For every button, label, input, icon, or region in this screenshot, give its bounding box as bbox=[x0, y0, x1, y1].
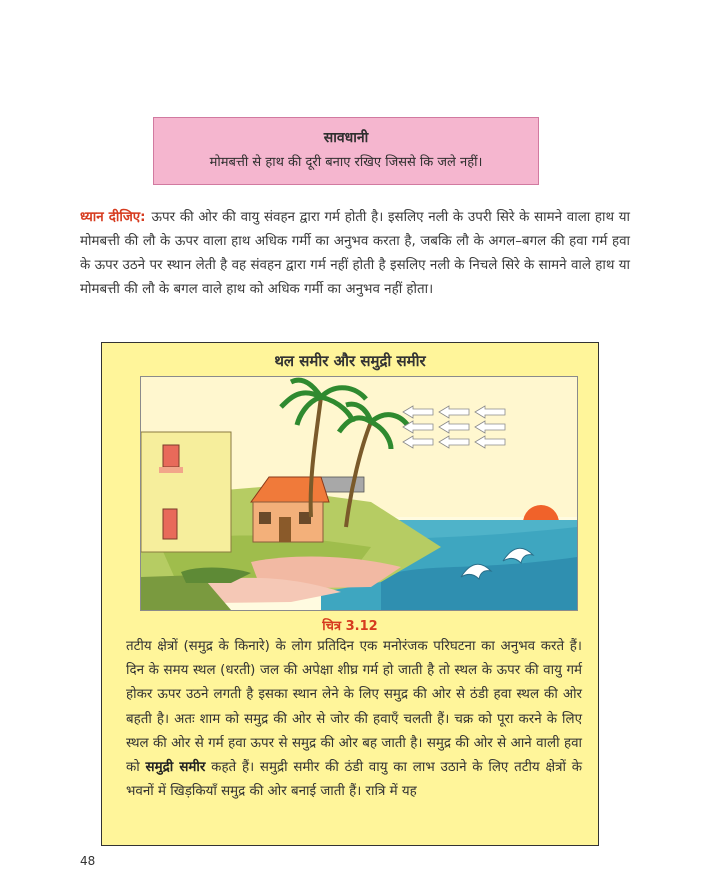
note-text: ऊपर की ओर की वायु संवहन द्वारा गर्म होती है। इसलिए नली के उपरी सिरे के सामने वाला हाथ या मोमबत्ती की लौ के ऊपर वाला हाथ अधिक गर्मी का अनुभव करता है, जबकि लौ के अगल–बगल की हवा गर्म हवा के ऊपर उठने पर स्थान लेती है वह संवहन द्वारा गर्म नहीं होती है इसलिए नली के निचले सिरे के सामने वाले हाथ या मोमबत्ती की लौ के बगल वाले हाथ को अधिक गर्मी का अनुभव नहीं होता। bbox=[80, 210, 630, 297]
figure-caption: चित्र 3.12 bbox=[322, 619, 378, 634]
note-label: ध्यान दीजिए: bbox=[80, 210, 146, 225]
note-paragraph bbox=[80, 206, 630, 302]
sea-breeze-box bbox=[101, 342, 599, 846]
sea-breeze-illustration bbox=[140, 376, 578, 611]
paragraph-text-1: तटीय क्षेत्रों (समुद्र के किनारे) के लोग प्रतिदिन एक मनोरंजक परिघटना का अनुभव करते हैं। दिन के समय स्थल (धरती) जल की अपेक्षा शीघ्र गर्म हो जाती है तो स्थल के ऊपर की वायु गर्म होकर ऊपर उठने लगती है इसका स्थान लेने के लिए समुद्र की ओर से ठंडी हवा स्थल की ओर बहती है। अतः शाम को समुद्र की ओर से जोर की हवाएँ चलती हैं। चक्र को पूरा करने के लिए स्थल की ओर से गर्म हवा ऊपर से समुद्र की ओर बह जाती है। समुद्र की ओर से आने वाली हवा को bbox=[126, 639, 582, 776]
caution-title: सावधानी bbox=[323, 130, 369, 146]
box-paragraph bbox=[126, 635, 582, 804]
coastal-scene-image bbox=[141, 377, 577, 610]
wind-arrows-icon bbox=[403, 406, 505, 448]
caution-text: मोमबत्ती से हाथ की दूरी बनाए रखिए जिससे कि जले नहीं। bbox=[209, 155, 483, 170]
box-title: थल समीर और समुद्री समीर bbox=[274, 352, 426, 370]
paragraph-text-2: कहते हैं। समुद्री समीर की ठंडी वायु का लाभ उठाने के लिए तटीय क्षेत्रों के भवनों में खिड़कियाँ समुद्र की ओर बनाई जाती हैं। रात्रि में यह bbox=[126, 760, 582, 800]
caution-box bbox=[153, 117, 539, 185]
bold-term: समुद्री समीर bbox=[145, 760, 206, 776]
page-number: 48 bbox=[80, 854, 96, 868]
